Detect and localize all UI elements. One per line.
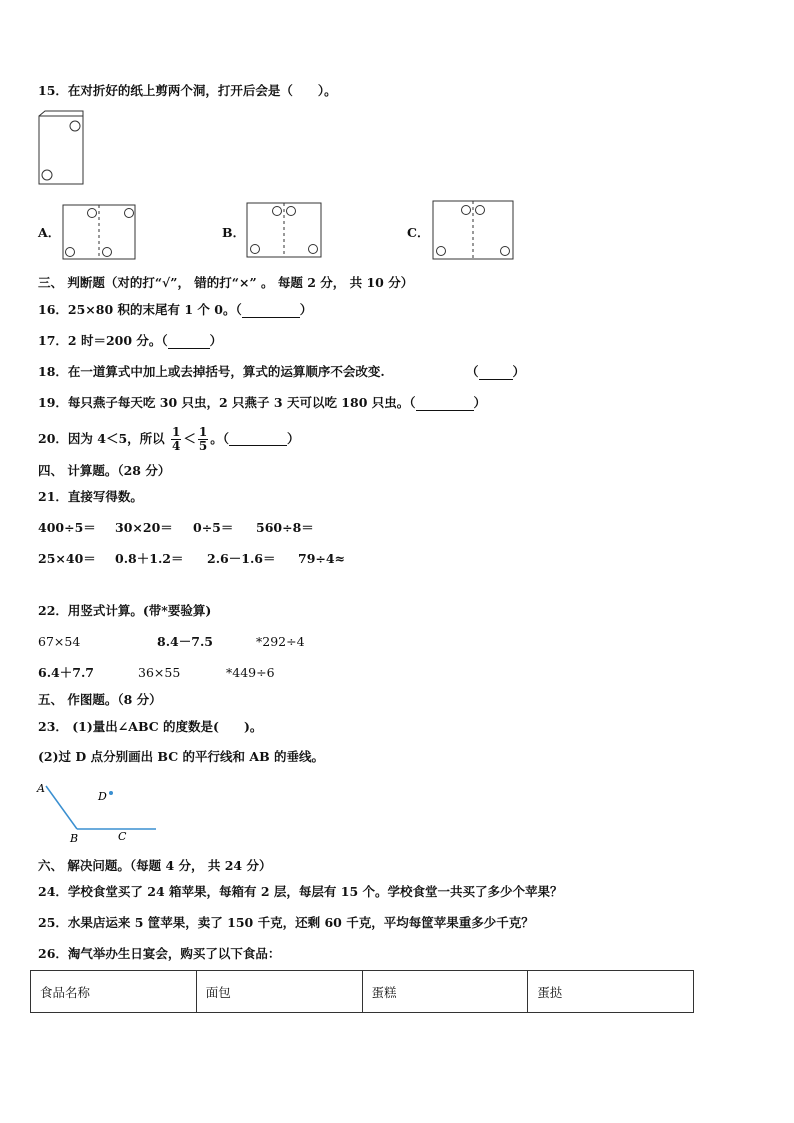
point-d (109, 791, 113, 795)
q18-close: ） (512, 364, 526, 379)
q21-item-6: 0.8＋1.2＝ (115, 551, 184, 566)
section-3-title: 三、 判断题（对的打“√”， 错的打“×” 。 每题 2 分， 共 10 分） (38, 275, 414, 290)
q20 (38, 422, 300, 456)
table-header-cake: 蛋糕 (362, 971, 528, 1013)
q16-answer-blank[interactable] (242, 305, 300, 318)
q20-frac1-den: 4 (172, 439, 181, 453)
q19-close: ） (473, 395, 487, 410)
section-5-title: 五、 作图题。（8 分） (38, 692, 162, 707)
q22-item-3: *292÷4 (256, 634, 305, 649)
q26-text: 26．淘气举办生日宴会，购买了以下食品： (38, 946, 281, 961)
folded-paper-figure (36, 110, 88, 188)
q18-answer (466, 364, 525, 380)
q16-close: ） (299, 302, 313, 317)
q23-part1: 23． (1)量出∠ABC 的度数是( )。 (38, 719, 263, 734)
hole-bottom (42, 170, 52, 180)
option-a-label[interactable]: A． (38, 225, 61, 240)
q20-frac2-num: 1 (198, 425, 208, 439)
hole-top (70, 121, 80, 131)
q16 (38, 302, 312, 318)
section-4-title: 四、 计算题。（28 分） (38, 463, 171, 478)
q22-item-1: 67×54 (38, 634, 81, 649)
q20-frac2-den: 5 (198, 439, 208, 453)
table-header-egg-tart: 蛋挞 (528, 971, 694, 1013)
q21-item-1: 400÷5＝ (38, 520, 96, 535)
q19 (38, 395, 486, 411)
q18-answer-blank[interactable] (479, 367, 513, 380)
q25-text: 25．水果店运来 5 筐苹果，卖了 150 千克，还剩 60 千克，平均每筐苹果重多少千克？ (38, 915, 534, 930)
q21-item-4: 560÷8＝ (256, 520, 314, 535)
label-d: D (98, 790, 107, 803)
q21-item-3: 0÷5＝ (193, 520, 234, 535)
ray-ba (46, 786, 77, 829)
q21-text: 21．直接写得数。 (38, 489, 143, 504)
food-table (30, 970, 694, 1013)
q20-suffix: 。（ (210, 431, 230, 446)
q20-fraction-2 (198, 426, 208, 453)
label-a: A (37, 782, 45, 795)
q19-answer-blank[interactable] (416, 398, 474, 411)
q23-part2: (2)过 D 点分别画出 BC 的平行线和 AB 的垂线。 (38, 749, 324, 764)
option-b-figure[interactable] (246, 202, 324, 260)
q18-text: 18．在一道算式中加上或去掉括号，算式的运算顺序不会改变. (38, 364, 385, 379)
q20-close: ） (287, 431, 300, 446)
q21-item-2: 30×20＝ (115, 520, 173, 535)
q17-answer-blank[interactable] (168, 336, 210, 349)
q17-close: ） (209, 333, 223, 348)
section-6-title: 六、 解决问题。（每题 4 分， 共 24 分） (38, 858, 272, 873)
table-header-bread: 面包 (196, 971, 362, 1013)
q20-lt: ＜ (183, 431, 196, 446)
q20-prefix: 20．因为 4＜5，所以 (38, 431, 165, 446)
q15-text: 15．在对折好的纸上剪两个洞，打开后会是（ ）。 (38, 83, 337, 98)
option-c-label[interactable]: C． (407, 225, 430, 240)
q22-item-4: 6.4＋7.7 (38, 665, 94, 680)
q21-item-7: 2.6－1.6＝ (207, 551, 276, 566)
q22-item-6: *449÷6 (226, 665, 275, 680)
option-a-figure[interactable] (62, 204, 138, 262)
q20-answer-blank[interactable] (229, 433, 287, 446)
label-c: C (118, 830, 127, 843)
table-row (31, 971, 694, 1013)
option-c-figure[interactable] (432, 200, 516, 262)
q20-frac1-num: 1 (172, 425, 181, 439)
q22-item-5: 36×55 (138, 665, 181, 680)
q21-item-5: 25×40＝ (38, 551, 96, 566)
option-b-label[interactable]: B． (222, 225, 246, 240)
q24-text: 24．学校食堂买了 24 箱苹果，每箱有 2 层，每层有 15 个。学校食堂一共买了多少个苹果？ (38, 884, 563, 899)
table-header-name: 食品名称 (31, 971, 197, 1013)
q18 (38, 364, 385, 380)
q18-open: （ (466, 364, 479, 379)
angle-abc-figure (34, 780, 164, 846)
q16-text: 16．25×80 积的末尾有 1 个 0。（ (38, 302, 242, 317)
q22-text: 22．用竖式计算。(带*要验算) (38, 603, 212, 618)
label-b: B (70, 832, 79, 845)
q17 (38, 333, 222, 349)
q21-item-8: 79÷4≈ (298, 551, 346, 566)
q17-text: 17．2 时＝200 分。（ (38, 333, 168, 348)
q22-item-2: 8.4－7.5 (157, 634, 213, 649)
q20-fraction-1 (171, 426, 181, 453)
q19-text: 19．每只燕子每天吃 30 只虫，2 只燕子 3 天可以吃 180 只虫。（ (38, 395, 416, 410)
